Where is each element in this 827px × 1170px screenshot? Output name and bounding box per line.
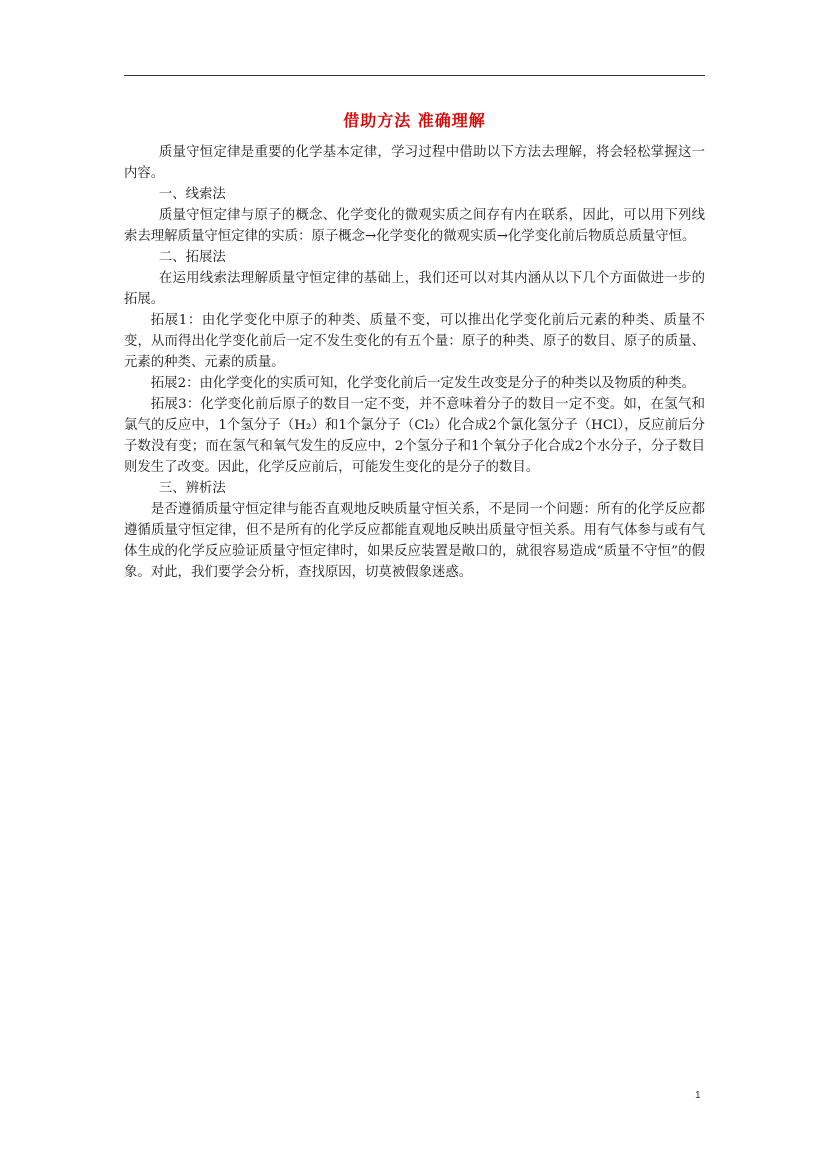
extension-method-paragraph: 在运用线索法理解质量守恒定律的基础上，我们还可以对其内涵从以下几个方面做进一步的拓展。: [124, 271, 705, 307]
document-title: 借助方法 准确理解: [343, 111, 486, 130]
section-heading-extension-method: 二、拓展法: [158, 250, 226, 265]
extension-2-paragraph: 拓展2：由化学变化的实质可知，化学变化前后一定发生改变是分子的种类以及物质的种类。: [150, 376, 695, 391]
analysis-method-paragraph: 是否遵循质量守恒定律与能否直观地反映质量守恒关系，不是同一个问题：所有的化学反应都遵循质量守恒定律，但不是所有的化学反应都能直观地反映出质量守恒关系。用有气体参与或有气体生成的化学反应验证质量守恒定律时，如果反应装置是敞口的，就很容易造成“质量不守恒”的假象。对此，我们要学会分析，查找原因，切莫被假象迷惑。: [124, 502, 705, 580]
clue-method-paragraph: 质量守恒定律与原子的概念、化学变化的微观实质之间存有内在联系，因此，可以用下列线索去理解质量守恒定律的实质：原子概念→化学变化的微观实质→化学变化前后物质总质量守恒。: [124, 208, 705, 244]
intro-paragraph: 质量守恒定律是重要的化学基本定律，学习过程中借助以下方法去理解，将会轻松掌握这一内容。: [124, 145, 705, 181]
extension-1-paragraph: 拓展1：由化学变化中原子的种类、质量不变，可以推出化学变化前后元素的种类、质量不变，从而得出化学变化前后一定不发生变化的有五个量：原子的种类、原子的数目、原子的质量、元素的种类、元素的质量。: [124, 313, 705, 370]
page-number: 1: [695, 1090, 701, 1101]
header-rule: [124, 75, 705, 76]
section-heading-analysis-method: 三、辨析法: [158, 481, 226, 496]
document-body: [124, 108, 705, 583]
section-heading-clue-method: 一、线索法: [158, 187, 226, 202]
extension-3-paragraph: 拓展3：化学变化前后原子的数目一定不变，并不意味着分子的数目一定不变。如，在氢气和氯气的反应中，1个氢分子（H₂）和1个氯分子（Cl₂）化合成2个氯化氢分子（HCl），反应前后分子数没有变；而在氢气和氧气发生的反应中，2个氢分子和1个氧分子化合成2个水分子，分子数目则发生了改变。因此，化学反应前后，可能发生变化的是分子的数目。: [124, 397, 705, 475]
